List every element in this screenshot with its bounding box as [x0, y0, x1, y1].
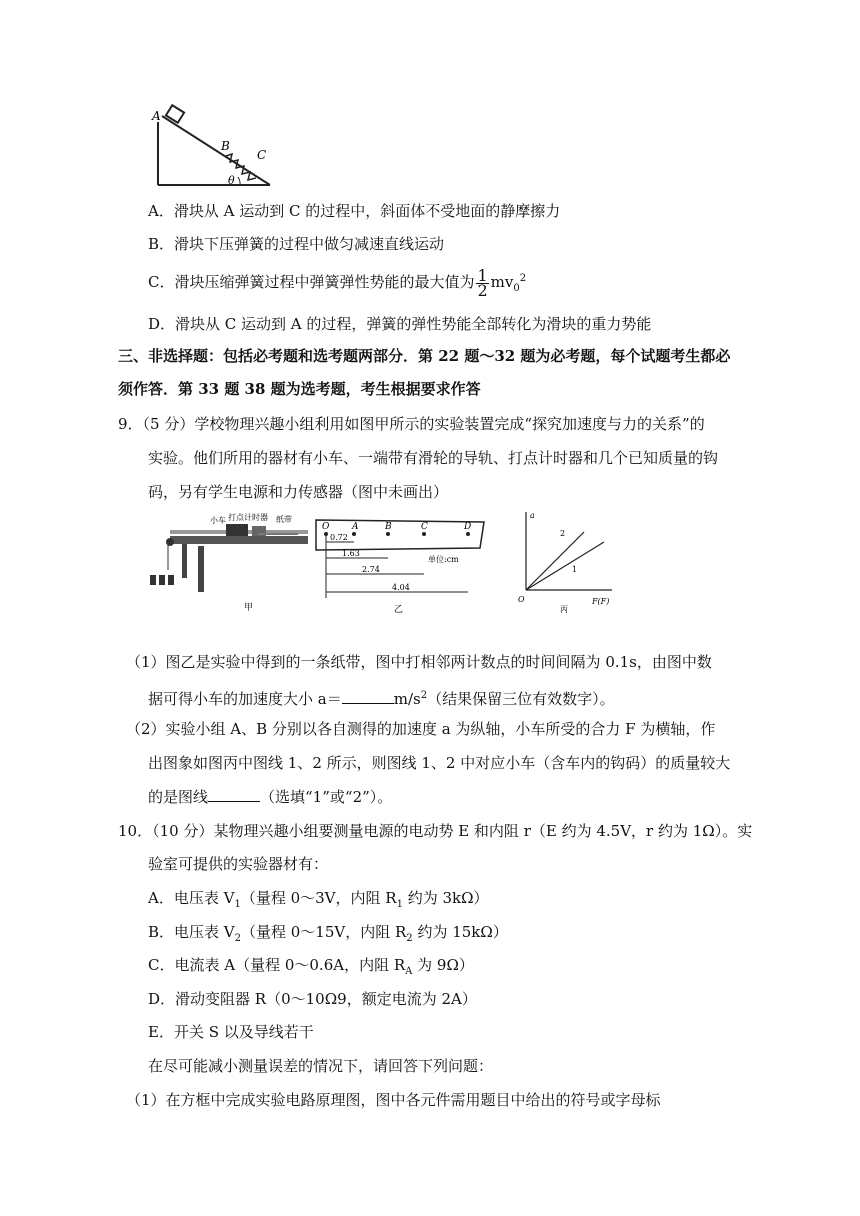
q10-line2: 验室可提供的实验器材有：: [148, 855, 329, 873]
point-b: B: [385, 522, 392, 532]
label-a: A: [152, 109, 161, 123]
q9-line1: 9．（5 分）学校物理兴趣小组利用如图甲所示的实验装置完成“探究加速度与力的关系”的: [118, 415, 705, 433]
unit-label: 单位:cm: [428, 555, 459, 564]
point-a: A: [352, 522, 359, 532]
caption-yi: 乙: [394, 605, 404, 615]
line-1-label: 1: [572, 565, 578, 574]
label-timer: 打点计时器: [228, 513, 268, 522]
origin-label: O: [518, 595, 525, 604]
incline-figure: [148, 104, 273, 190]
q10-option-d: D．滑动变阻器 R（0～10Ω9，额定电流为 2A）: [148, 990, 477, 1008]
q9-part1-line1: （1）图乙是实验中得到的一条纸带，图中打相邻两计数点的时间间隔为 0.1s，由图中数: [126, 653, 712, 671]
section-heading-line1: 三、非选择题：包括必考题和选考题两部分．第 22 题～32 题为必考题，每个试题考生都必: [118, 347, 731, 365]
dist-oa: 0.72: [330, 533, 348, 542]
dist-od: 4.04: [392, 583, 410, 592]
q8-option-a: A．滑块从 A 运动到 C 的过程中，斜面体不受地面的静摩擦力: [148, 202, 561, 220]
label-b: B: [221, 139, 230, 153]
label-tape: 纸带: [276, 515, 292, 524]
q8-option-c: C．滑块压缩弹簧过程中弹簧弹性势能的最大值为 $\frac{1}{2}$ $mv_0^2$: [148, 265, 527, 300]
q8-option-d: D．滑块从 C 运动到 A 的过程，弹簧的弹性势能全部转化为滑块的重力势能: [148, 315, 652, 333]
section-heading-line2: 须作答．第 33 题 38 题为选考题，考生根据要求作答: [118, 380, 481, 398]
point-o: O: [322, 522, 330, 532]
axis-y-label: a: [530, 511, 535, 520]
point-c: C: [421, 522, 428, 532]
q10-line1: 10．（10 分）某物理兴趣小组要测量电源的电动势 E 和内阻 r（E 约为 4.5V，r 约为 1Ω）。实: [118, 822, 753, 840]
q9-part2-line1: （2）实验小组 A、B 分别以各自测得的加速度 a 为纵轴，小车所受的合力 F 为横轴，作: [126, 720, 716, 738]
q10-option-b: B．电压表 $V_2$（量程 0～15V，内阻 $R_2$ 约为 15kΩ）: [148, 923, 508, 944]
caption-bing: 丙: [560, 605, 568, 614]
q9-part2-line3: 的是图线 （选填“1”或“2”）。: [148, 788, 393, 806]
label-c: C: [257, 148, 267, 162]
caption-jia: 甲: [244, 603, 254, 613]
q9-line2: 实验。他们所用的器材有小车、一端带有滑轮的导轨、打点计时器和几个已知质量的钩: [148, 449, 719, 467]
fraction: $\frac{1}{2}$: [477, 265, 488, 300]
apparatus-figure: [148, 512, 310, 614]
q9-part1-line2: 据可得小车的加速度大小 $a= m/s^2$（结果保留三位有效数字）。: [148, 690, 615, 708]
q9-line3: 码，另有学生电源和力传感器（图中未画出）: [148, 483, 449, 501]
dist-ob: 1.63: [342, 549, 360, 558]
line-2-label: 2: [560, 529, 566, 538]
answer-blank-2[interactable]: [208, 787, 260, 802]
graph-figure: [512, 506, 616, 616]
q9-part2-line2: 出图象如图丙中图线 1、2 所示，则图线 1、2 中对应小车（含车内的钩码）的质量较大: [148, 754, 731, 772]
q10-option-c: C．电流表 A（量程 0～0.6A，内阻 $R_A$ 为 9Ω）: [148, 956, 474, 977]
q10-option-a: A．电压表 $V_1$（量程 0～3V，内阻 $R_1$ 约为 3kΩ）: [148, 889, 489, 910]
label-theta: θ: [228, 174, 235, 187]
tape-figure: [312, 512, 490, 616]
dist-oc: 2.74: [362, 565, 380, 574]
point-d: D: [464, 522, 472, 532]
q10-line3: 在尽可能减小测量误差的情况下，请回答下列问题：: [148, 1057, 494, 1075]
q8-option-c-text: C．滑块压缩弹簧过程中弹簧弹性势能的最大值为: [148, 273, 475, 291]
label-car: 小车: [210, 516, 226, 525]
q10-option-e: E．开关 S 以及导线若干: [148, 1023, 314, 1041]
answer-blank-1[interactable]: [342, 689, 394, 704]
axis-x-label: F(F): [592, 597, 610, 606]
q8-option-b: B．滑块下压弹簧的过程中做匀减速直线运动: [148, 235, 445, 253]
q10-part1: （1）在方框中完成实验电路原理图，图中各元件需用题目中给出的符号或字母标: [126, 1091, 661, 1109]
